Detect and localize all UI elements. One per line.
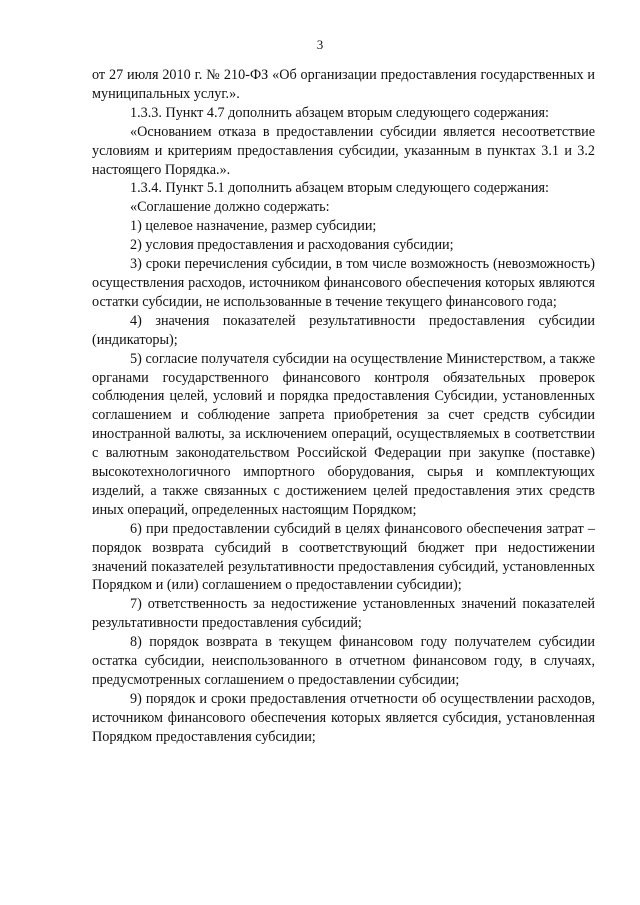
paragraph-law-reference: от 27 июля 2010 г. № 210-ФЗ «Об организации предоставления государственных и муниципальных услуг.». bbox=[92, 67, 595, 102]
list-item-9: 9) порядок и сроки предоставления отчетности об осуществлении расходов, источником финансового обеспечения которых является субсидия, установленная Порядком предоставления субсидии; bbox=[92, 690, 595, 745]
page-number: 3 bbox=[316, 37, 324, 52]
list-item-5: 5) согласие получателя субсидии на осуществление Министерством, а также органами государственного финансового контроля обязательных проверок соблюдения целей, условий и порядка предоставления Субсидии, установленных соглашением и соблюдение запрета приобретения за счет средств субсидии иностранной валюты, за исключением операций, осуществляемых в соответствии с валютным законодательством Российской Федерации при закупке (поставке) высокотехнологичного импортного оборудования, сырья и комплектующих изделий, а также связанных с достижением целей предоставления этих средств иных операций, определенных настоящим Порядком; bbox=[92, 350, 595, 518]
list-item-1: 1) целевое назначение, размер субсидии; bbox=[130, 218, 377, 235]
list-item-3: 3) сроки перечисления субсидии, в том числе возможность (невозможность) осуществления расходов, источником финансового обеспечения которых являются остатки субсидии, не использованные в течение текущего финансового года; bbox=[92, 256, 595, 310]
paragraph-agreement-intro: «Соглашение должно содержать: bbox=[130, 199, 330, 216]
paragraph-refusal-grounds: «Основанием отказа в предоставлении субсидии является несоответствие условиям и критериям предоставления субсидии, указанным в пунктах 3.1 и 3.2 настоящего Порядка.». bbox=[92, 123, 595, 178]
list-item-7: 7) ответственность за недостижение установленных значений показателей результативности предоставления субсидий; bbox=[92, 596, 595, 632]
document-body bbox=[92, 66, 595, 747]
list-item-2: 2) условия предоставления и расходования субсидии; bbox=[130, 237, 454, 254]
list-item-8: 8) порядок возврата в текущем финансовом году получателем субсидии остатка субсидии, неиспользованного в отчетном финансовом году, в случаях, предусмотренных соглашением о предоставлении субсидии; bbox=[92, 634, 595, 688]
paragraph-item-1-3-3: 1.3.3. Пункт 4.7 дополнить абзацем вторым следующего содержания: bbox=[130, 104, 549, 121]
list-item-4: 4) значения показателей результативности предоставления субсидии (индикаторы); bbox=[92, 312, 595, 348]
list-item-6: 6) при предоставлении субсидий в целях финансового обеспечения затрат – порядок возврата субсидий в соответствующий бюджет при недостижении значений показателей результативности предоставления субсидий, установленных Порядком и (или) соглашением о предоставлении субсидии); bbox=[92, 520, 595, 594]
paragraph-item-1-3-4: 1.3.4. Пункт 5.1 дополнить абзацем вторым следующего содержания: bbox=[130, 180, 549, 197]
